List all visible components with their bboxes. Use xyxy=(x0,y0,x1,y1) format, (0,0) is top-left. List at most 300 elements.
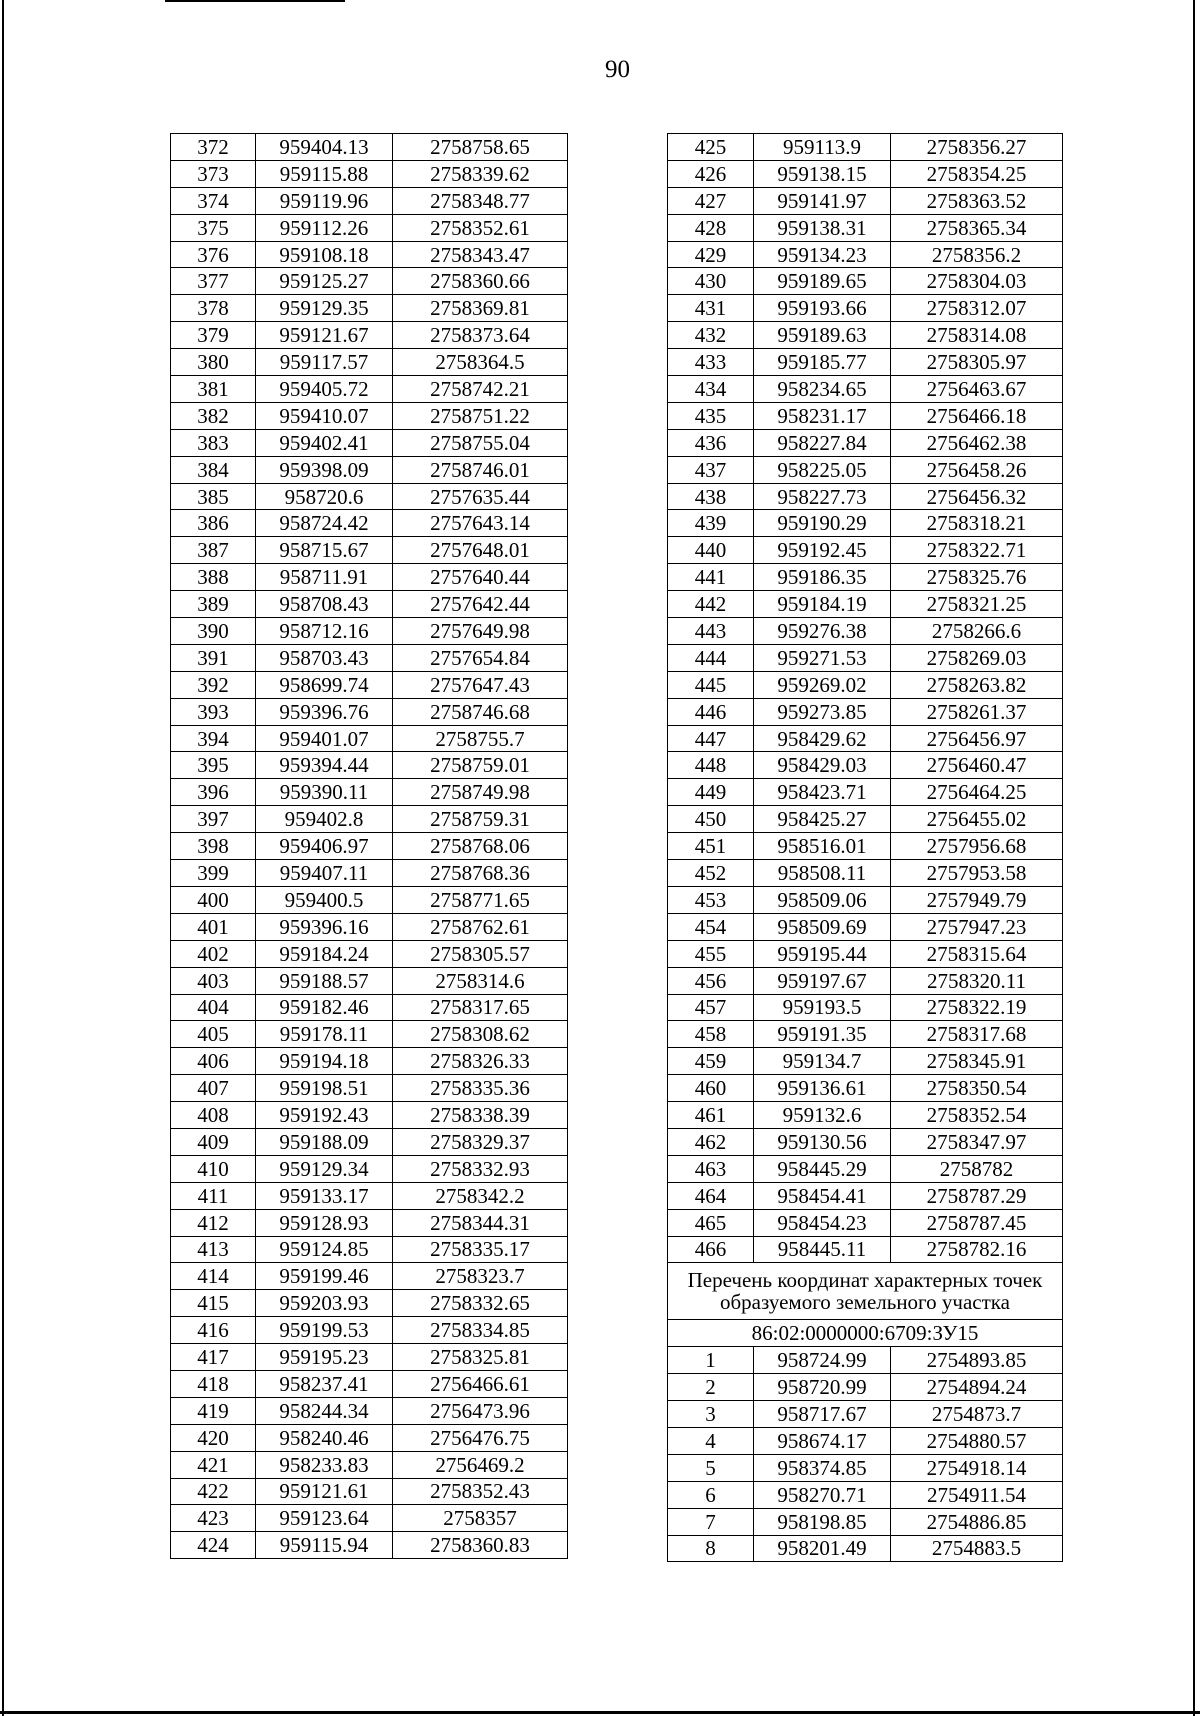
y-coordinate-cell: 2758335.36 xyxy=(393,1075,568,1102)
point-number-cell: 419 xyxy=(171,1397,256,1424)
x-coordinate-cell: 958198.85 xyxy=(754,1508,891,1535)
x-coordinate-cell: 959410.07 xyxy=(256,402,393,429)
point-number-cell: 441 xyxy=(668,564,754,591)
y-coordinate-cell: 2756469.2 xyxy=(393,1451,568,1478)
x-coordinate-cell: 959197.67 xyxy=(754,967,891,994)
point-number-cell: 425 xyxy=(668,134,754,161)
table-row xyxy=(668,1048,1063,1075)
y-coordinate-cell: 2758768.06 xyxy=(393,833,568,860)
point-number-cell: 396 xyxy=(171,779,256,806)
point-number-cell: 451 xyxy=(668,833,754,860)
table-row xyxy=(668,241,1063,268)
y-coordinate-cell: 2758360.83 xyxy=(393,1532,568,1559)
point-number-cell: 401 xyxy=(171,913,256,940)
x-coordinate-cell: 958454.23 xyxy=(754,1209,891,1236)
table-row xyxy=(668,886,1063,913)
table-row xyxy=(171,1236,568,1263)
y-coordinate-cell: 2757635.44 xyxy=(393,483,568,510)
x-coordinate-cell: 958240.46 xyxy=(256,1424,393,1451)
y-coordinate-cell: 2758304.03 xyxy=(891,268,1063,295)
y-coordinate-cell: 2757647.43 xyxy=(393,671,568,698)
point-number-cell: 375 xyxy=(171,214,256,241)
table-row xyxy=(668,913,1063,940)
y-coordinate-cell: 2758749.98 xyxy=(393,779,568,806)
point-number-cell: 452 xyxy=(668,860,754,887)
point-number-cell: 444 xyxy=(668,644,754,671)
x-coordinate-cell: 958720.6 xyxy=(256,483,393,510)
y-coordinate-cell: 2758364.5 xyxy=(393,349,568,376)
table-row xyxy=(171,349,568,376)
table-row xyxy=(668,1535,1063,1562)
table-row xyxy=(668,429,1063,456)
y-coordinate-cell: 2758317.65 xyxy=(393,994,568,1021)
table-row xyxy=(668,1182,1063,1209)
y-coordinate-cell: 2758322.71 xyxy=(891,537,1063,564)
x-coordinate-cell: 959396.16 xyxy=(256,913,393,940)
point-number-cell: 417 xyxy=(171,1344,256,1371)
table-row xyxy=(171,402,568,429)
table-row xyxy=(171,1344,568,1371)
point-number-cell: 461 xyxy=(668,1102,754,1129)
table-row xyxy=(668,1209,1063,1236)
point-number-cell: 406 xyxy=(171,1048,256,1075)
table-row xyxy=(171,618,568,645)
point-number-cell: 456 xyxy=(668,967,754,994)
table-row xyxy=(171,994,568,1021)
point-number-cell: 381 xyxy=(171,376,256,403)
point-number-cell: 402 xyxy=(171,940,256,967)
point-number-cell: 380 xyxy=(171,349,256,376)
point-number-cell: 7 xyxy=(668,1508,754,1535)
table-row xyxy=(668,994,1063,1021)
point-number-cell: 390 xyxy=(171,618,256,645)
point-number-cell: 426 xyxy=(668,160,754,187)
point-number-cell: 457 xyxy=(668,994,754,1021)
table-row xyxy=(171,1451,568,1478)
point-number-cell: 433 xyxy=(668,349,754,376)
x-coordinate-cell: 959184.24 xyxy=(256,940,393,967)
y-coordinate-cell: 2754880.57 xyxy=(891,1427,1063,1454)
table-row xyxy=(668,1401,1063,1428)
x-coordinate-cell: 959132.6 xyxy=(754,1102,891,1129)
point-number-cell: 454 xyxy=(668,913,754,940)
y-coordinate-cell: 2756462.38 xyxy=(891,429,1063,456)
x-coordinate-cell: 959186.35 xyxy=(754,564,891,591)
x-coordinate-cell: 958509.06 xyxy=(754,886,891,913)
x-coordinate-cell: 958720.99 xyxy=(754,1374,891,1401)
table-row xyxy=(668,564,1063,591)
x-coordinate-cell: 959123.64 xyxy=(256,1505,393,1532)
point-number-cell: 458 xyxy=(668,1021,754,1048)
x-coordinate-cell: 959401.07 xyxy=(256,725,393,752)
point-number-cell: 411 xyxy=(171,1182,256,1209)
y-coordinate-cell: 2756460.47 xyxy=(891,752,1063,779)
y-coordinate-cell: 2758369.81 xyxy=(393,295,568,322)
y-coordinate-cell: 2758329.37 xyxy=(393,1128,568,1155)
x-coordinate-cell: 959394.44 xyxy=(256,752,393,779)
table-row xyxy=(171,1048,568,1075)
point-number-cell: 403 xyxy=(171,967,256,994)
y-coordinate-cell: 2756458.26 xyxy=(891,456,1063,483)
y-coordinate-cell: 2758354.25 xyxy=(891,160,1063,187)
point-number-cell: 394 xyxy=(171,725,256,752)
point-number-cell: 397 xyxy=(171,806,256,833)
x-coordinate-cell: 959134.7 xyxy=(754,1048,891,1075)
x-coordinate-cell: 958423.71 xyxy=(754,779,891,806)
table-row xyxy=(171,591,568,618)
y-coordinate-cell: 2758345.91 xyxy=(891,1048,1063,1075)
point-number-cell: 3 xyxy=(668,1401,754,1428)
table-row xyxy=(668,1427,1063,1454)
table-row xyxy=(668,725,1063,752)
x-coordinate-cell: 958508.11 xyxy=(754,860,891,887)
y-coordinate-cell: 2758323.7 xyxy=(393,1263,568,1290)
table-row xyxy=(668,752,1063,779)
table-row xyxy=(171,725,568,752)
y-coordinate-cell: 2757648.01 xyxy=(393,537,568,564)
y-coordinate-cell: 2758266.6 xyxy=(891,618,1063,645)
y-coordinate-cell: 2758742.21 xyxy=(393,376,568,403)
table-row xyxy=(668,644,1063,671)
x-coordinate-cell: 958374.85 xyxy=(754,1454,891,1481)
x-coordinate-cell: 958237.41 xyxy=(256,1370,393,1397)
point-number-cell: 443 xyxy=(668,618,754,645)
table-row xyxy=(668,376,1063,403)
y-coordinate-cell: 2758758.65 xyxy=(393,134,568,161)
x-coordinate-cell: 958270.71 xyxy=(754,1481,891,1508)
x-coordinate-cell: 959194.18 xyxy=(256,1048,393,1075)
y-coordinate-cell: 2754873.7 xyxy=(891,1401,1063,1428)
table-row xyxy=(668,214,1063,241)
cadastral-number: 86:02:0000000:6709:ЗУ15 xyxy=(668,1320,1063,1347)
scan-edge-top xyxy=(165,0,345,2)
table-row xyxy=(668,833,1063,860)
table-row xyxy=(171,268,568,295)
point-number-cell: 5 xyxy=(668,1454,754,1481)
y-coordinate-cell: 2756463.67 xyxy=(891,376,1063,403)
y-coordinate-cell: 2758762.61 xyxy=(393,913,568,940)
x-coordinate-cell: 959134.23 xyxy=(754,241,891,268)
point-number-cell: 418 xyxy=(171,1370,256,1397)
y-coordinate-cell: 2756466.61 xyxy=(393,1370,568,1397)
coordinates-table-left-body xyxy=(171,134,568,1559)
y-coordinate-cell: 2758305.57 xyxy=(393,940,568,967)
table-row xyxy=(171,1397,568,1424)
x-coordinate-cell: 959271.53 xyxy=(754,644,891,671)
x-coordinate-cell: 958509.69 xyxy=(754,913,891,940)
x-coordinate-cell: 959406.97 xyxy=(256,833,393,860)
y-coordinate-cell: 2758365.34 xyxy=(891,214,1063,241)
point-number-cell: 413 xyxy=(171,1236,256,1263)
point-number-cell: 462 xyxy=(668,1128,754,1155)
y-coordinate-cell: 2758325.76 xyxy=(891,564,1063,591)
y-coordinate-cell: 2756456.32 xyxy=(891,483,1063,510)
point-number-cell: 4 xyxy=(668,1427,754,1454)
y-coordinate-cell: 2756456.97 xyxy=(891,725,1063,752)
y-coordinate-cell: 2758755.04 xyxy=(393,429,568,456)
point-number-cell: 440 xyxy=(668,537,754,564)
point-number-cell: 388 xyxy=(171,564,256,591)
x-coordinate-cell: 959138.31 xyxy=(754,214,891,241)
x-coordinate-cell: 959191.35 xyxy=(754,1021,891,1048)
table-row xyxy=(668,860,1063,887)
x-coordinate-cell: 959199.46 xyxy=(256,1263,393,1290)
table-row xyxy=(171,214,568,241)
x-coordinate-cell: 959269.02 xyxy=(754,671,891,698)
y-coordinate-cell: 2758343.47 xyxy=(393,241,568,268)
y-coordinate-cell: 2754918.14 xyxy=(891,1454,1063,1481)
table-row xyxy=(171,483,568,510)
y-coordinate-cell: 2758771.65 xyxy=(393,886,568,913)
y-coordinate-cell: 2757953.58 xyxy=(891,860,1063,887)
table-row xyxy=(668,349,1063,376)
point-number-cell: 415 xyxy=(171,1290,256,1317)
y-coordinate-cell: 2758356.27 xyxy=(891,134,1063,161)
table-row xyxy=(171,698,568,725)
table-row xyxy=(668,1481,1063,1508)
point-number-cell: 438 xyxy=(668,483,754,510)
y-coordinate-cell: 2758320.11 xyxy=(891,967,1063,994)
point-number-cell: 405 xyxy=(171,1021,256,1048)
x-coordinate-cell: 959193.66 xyxy=(754,295,891,322)
table-row xyxy=(171,537,568,564)
y-coordinate-cell: 2757956.68 xyxy=(891,833,1063,860)
y-coordinate-cell: 2758759.01 xyxy=(393,752,568,779)
table-row xyxy=(171,429,568,456)
table-row xyxy=(171,134,568,161)
y-coordinate-cell: 2758334.85 xyxy=(393,1317,568,1344)
point-number-cell: 379 xyxy=(171,322,256,349)
y-coordinate-cell: 2758348.77 xyxy=(393,187,568,214)
point-number-cell: 416 xyxy=(171,1317,256,1344)
x-coordinate-cell: 959400.5 xyxy=(256,886,393,913)
point-number-cell: 430 xyxy=(668,268,754,295)
table-row xyxy=(668,1454,1063,1481)
table-row xyxy=(668,1021,1063,1048)
x-coordinate-cell: 958715.67 xyxy=(256,537,393,564)
x-coordinate-cell: 959130.56 xyxy=(754,1128,891,1155)
table-row xyxy=(668,483,1063,510)
x-coordinate-cell: 958445.29 xyxy=(754,1155,891,1182)
table-row xyxy=(171,1102,568,1129)
table-row xyxy=(668,268,1063,295)
y-coordinate-cell: 2757640.44 xyxy=(393,564,568,591)
x-coordinate-cell: 958201.49 xyxy=(754,1535,891,1562)
x-coordinate-cell: 959396.76 xyxy=(256,698,393,725)
y-coordinate-cell: 2758314.6 xyxy=(393,967,568,994)
point-number-cell: 450 xyxy=(668,806,754,833)
x-coordinate-cell: 958724.42 xyxy=(256,510,393,537)
y-coordinate-cell: 2758356.2 xyxy=(891,241,1063,268)
x-coordinate-cell: 959119.96 xyxy=(256,187,393,214)
x-coordinate-cell: 958227.84 xyxy=(754,429,891,456)
y-coordinate-cell: 2758322.19 xyxy=(891,994,1063,1021)
point-number-cell: 439 xyxy=(668,510,754,537)
point-number-cell: 389 xyxy=(171,591,256,618)
table-row xyxy=(171,1478,568,1505)
y-coordinate-cell: 2756464.25 xyxy=(891,779,1063,806)
point-number-cell: 447 xyxy=(668,725,754,752)
y-coordinate-cell: 2758318.21 xyxy=(891,510,1063,537)
table-row xyxy=(668,1102,1063,1129)
table-row xyxy=(171,1128,568,1155)
x-coordinate-cell: 958454.41 xyxy=(754,1182,891,1209)
y-coordinate-cell: 2758339.62 xyxy=(393,160,568,187)
y-coordinate-cell: 2758746.68 xyxy=(393,698,568,725)
x-coordinate-cell: 959405.72 xyxy=(256,376,393,403)
x-coordinate-cell: 959390.11 xyxy=(256,779,393,806)
x-coordinate-cell: 958516.01 xyxy=(754,833,891,860)
point-number-cell: 378 xyxy=(171,295,256,322)
table-row xyxy=(171,644,568,671)
point-number-cell: 372 xyxy=(171,134,256,161)
table-row xyxy=(668,402,1063,429)
table-row xyxy=(171,967,568,994)
x-coordinate-cell: 958711.91 xyxy=(256,564,393,591)
x-coordinate-cell: 958674.17 xyxy=(754,1427,891,1454)
y-coordinate-cell: 2758342.2 xyxy=(393,1182,568,1209)
table-row xyxy=(171,886,568,913)
coordinates-table-right-body xyxy=(668,134,1063,1263)
point-number-cell: 424 xyxy=(171,1532,256,1559)
point-number-cell: 432 xyxy=(668,322,754,349)
table-row xyxy=(668,1128,1063,1155)
point-number-cell: 386 xyxy=(171,510,256,537)
table-row xyxy=(171,376,568,403)
table-row xyxy=(171,940,568,967)
parcel-coordinates-body xyxy=(668,1347,1063,1562)
table-row xyxy=(171,1424,568,1451)
point-number-cell: 428 xyxy=(668,214,754,241)
table-row xyxy=(171,322,568,349)
section-caption: Перечень координат характерных точек образуемого земельного участка xyxy=(668,1263,1063,1320)
point-number-cell: 382 xyxy=(171,402,256,429)
table-row xyxy=(668,160,1063,187)
y-coordinate-cell: 2758751.22 xyxy=(393,402,568,429)
point-number-cell: 446 xyxy=(668,698,754,725)
table-row xyxy=(171,510,568,537)
y-coordinate-cell: 2758350.54 xyxy=(891,1075,1063,1102)
point-number-cell: 373 xyxy=(171,160,256,187)
x-coordinate-cell: 958244.34 xyxy=(256,1397,393,1424)
point-number-cell: 423 xyxy=(171,1505,256,1532)
y-coordinate-cell: 2756466.18 xyxy=(891,402,1063,429)
x-coordinate-cell: 959138.15 xyxy=(754,160,891,187)
x-coordinate-cell: 959189.63 xyxy=(754,322,891,349)
y-coordinate-cell: 2757642.44 xyxy=(393,591,568,618)
x-coordinate-cell: 959193.5 xyxy=(754,994,891,1021)
x-coordinate-cell: 958699.74 xyxy=(256,671,393,698)
table-row xyxy=(171,187,568,214)
table-row xyxy=(171,1532,568,1559)
y-coordinate-cell: 2758755.7 xyxy=(393,725,568,752)
point-number-cell: 399 xyxy=(171,860,256,887)
y-coordinate-cell: 2758352.43 xyxy=(393,1478,568,1505)
x-coordinate-cell: 958445.11 xyxy=(754,1236,891,1263)
x-coordinate-cell: 959198.51 xyxy=(256,1075,393,1102)
table-row xyxy=(171,806,568,833)
point-number-cell: 409 xyxy=(171,1128,256,1155)
y-coordinate-cell: 2758315.64 xyxy=(891,940,1063,967)
y-coordinate-cell: 2758338.39 xyxy=(393,1102,568,1129)
point-number-cell: 420 xyxy=(171,1424,256,1451)
x-coordinate-cell: 958429.62 xyxy=(754,725,891,752)
y-coordinate-cell: 2758357 xyxy=(393,1505,568,1532)
y-coordinate-cell: 2758787.45 xyxy=(891,1209,1063,1236)
parcel-section-header xyxy=(668,1263,1063,1347)
table-row xyxy=(668,134,1063,161)
point-number-cell: 442 xyxy=(668,591,754,618)
table-row xyxy=(171,671,568,698)
table-row xyxy=(668,1236,1063,1263)
point-number-cell: 384 xyxy=(171,456,256,483)
table-row xyxy=(171,1155,568,1182)
x-coordinate-cell: 959184.19 xyxy=(754,591,891,618)
point-number-cell: 448 xyxy=(668,752,754,779)
y-coordinate-cell: 2754893.85 xyxy=(891,1347,1063,1374)
point-number-cell: 404 xyxy=(171,994,256,1021)
table-row xyxy=(171,241,568,268)
x-coordinate-cell: 959141.97 xyxy=(754,187,891,214)
table-row xyxy=(668,806,1063,833)
table-row xyxy=(171,1370,568,1397)
y-coordinate-cell: 2757649.98 xyxy=(393,618,568,645)
point-number-cell: 383 xyxy=(171,429,256,456)
table-row xyxy=(171,564,568,591)
point-number-cell: 449 xyxy=(668,779,754,806)
x-coordinate-cell: 959407.11 xyxy=(256,860,393,887)
y-coordinate-cell: 2758363.52 xyxy=(891,187,1063,214)
x-coordinate-cell: 959121.61 xyxy=(256,1478,393,1505)
point-number-cell: 400 xyxy=(171,886,256,913)
scan-edge-bottom xyxy=(0,1711,1200,1714)
table-row xyxy=(668,510,1063,537)
x-coordinate-cell: 958225.05 xyxy=(754,456,891,483)
x-coordinate-cell: 959276.38 xyxy=(754,618,891,645)
table-row xyxy=(171,860,568,887)
table-row xyxy=(171,1290,568,1317)
y-coordinate-cell: 2754894.24 xyxy=(891,1374,1063,1401)
table-row xyxy=(668,940,1063,967)
x-coordinate-cell: 959192.45 xyxy=(754,537,891,564)
x-coordinate-cell: 959402.8 xyxy=(256,806,393,833)
x-coordinate-cell: 959112.26 xyxy=(256,214,393,241)
y-coordinate-cell: 2757947.23 xyxy=(891,913,1063,940)
table-row xyxy=(668,322,1063,349)
x-coordinate-cell: 959121.67 xyxy=(256,322,393,349)
y-coordinate-cell: 2758787.29 xyxy=(891,1182,1063,1209)
y-coordinate-cell: 2758269.03 xyxy=(891,644,1063,671)
x-coordinate-cell: 959115.88 xyxy=(256,160,393,187)
table-row xyxy=(171,1263,568,1290)
table-row xyxy=(668,295,1063,322)
y-coordinate-cell: 2758352.61 xyxy=(393,214,568,241)
y-coordinate-cell: 2754886.85 xyxy=(891,1508,1063,1535)
point-number-cell: 435 xyxy=(668,402,754,429)
table-row xyxy=(171,1317,568,1344)
point-number-cell: 429 xyxy=(668,241,754,268)
x-coordinate-cell: 959185.77 xyxy=(754,349,891,376)
table-row xyxy=(668,1075,1063,1102)
table-row xyxy=(171,752,568,779)
x-coordinate-cell: 959136.61 xyxy=(754,1075,891,1102)
y-coordinate-cell: 2754883.5 xyxy=(891,1535,1063,1562)
table-row xyxy=(668,456,1063,483)
point-number-cell: 385 xyxy=(171,483,256,510)
x-coordinate-cell: 959115.94 xyxy=(256,1532,393,1559)
x-coordinate-cell: 958234.65 xyxy=(754,376,891,403)
x-coordinate-cell: 959125.27 xyxy=(256,268,393,295)
